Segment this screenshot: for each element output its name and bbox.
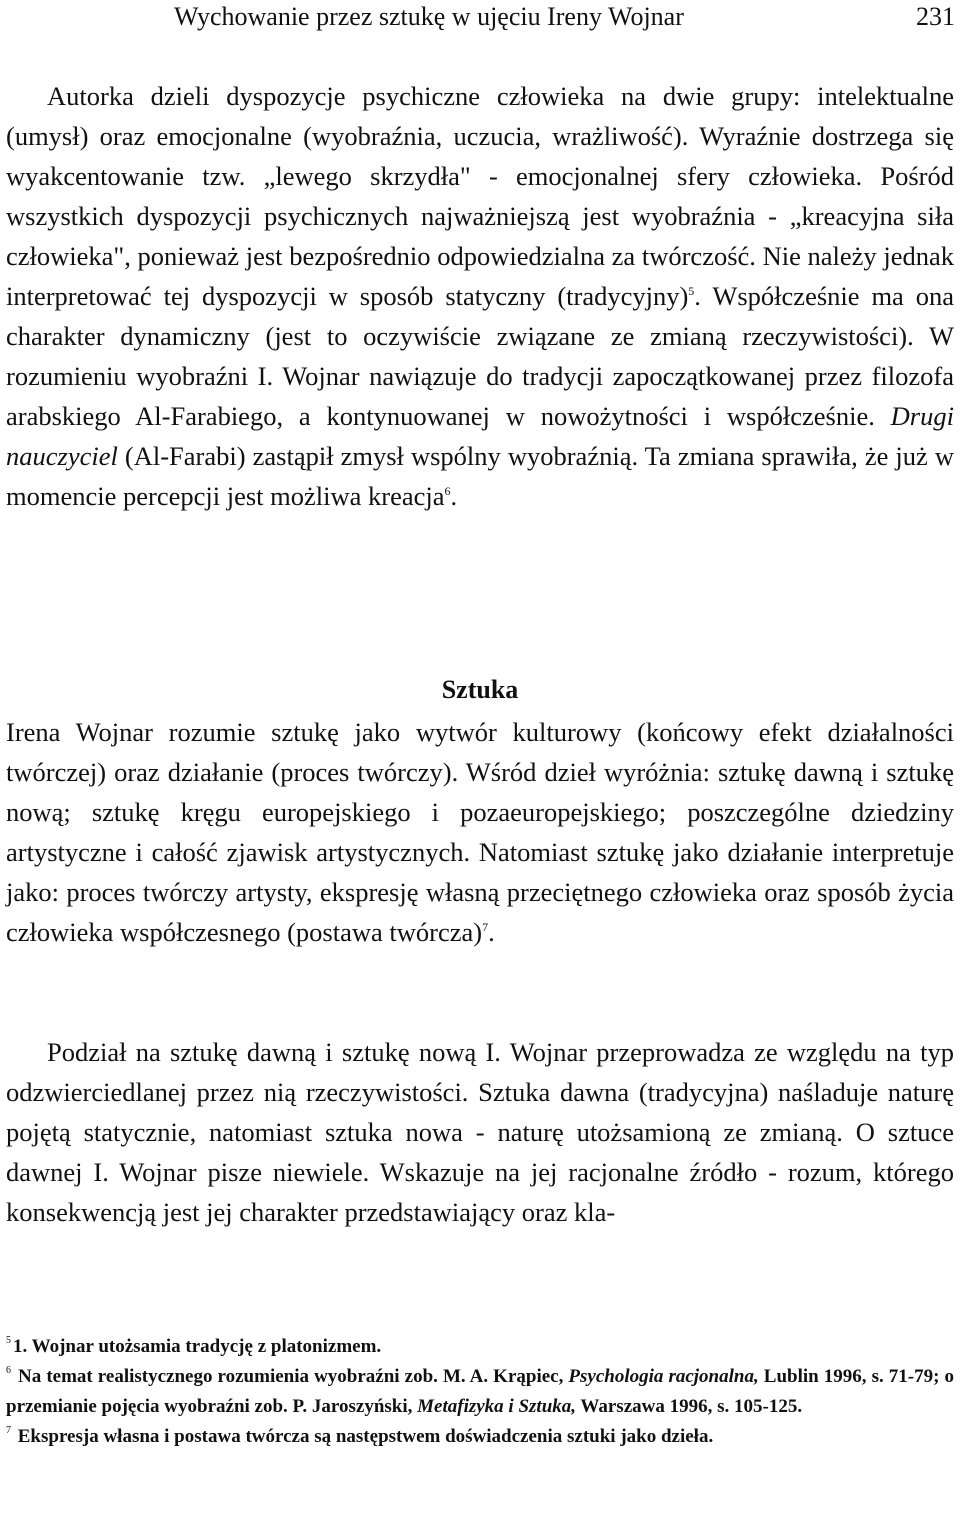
- running-header: [0, 0, 960, 34]
- footnote-text: Lublin 1996, s. 71-79; o przemianie pojęcia wyobraźni zob. P. Jaroszyński,: [6, 1366, 955, 1417]
- paragraph-text: . Współcześnie ma ona charakter dynamiczny (jest to oczywiście związane ze zmianą rzeczywistości). W rozumieniu wyobraźni I. Wojnar nawiązuje do tradycji zapoczątkowanej przez filozofa arabskiego Al-Farabiego, a kontynuowanej w nowożytności i współcześnie.: [6, 281, 954, 431]
- footnote-6: [6, 1362, 954, 1422]
- footnote-text: 1. Wojnar utożsamia tradycję z platonizmem.: [13, 1336, 382, 1357]
- footnote-7: [6, 1422, 954, 1452]
- footnote-text: Ekspresja własna i postawa twórcza są następstwem doświadczenia sztuki jako dzieła.: [13, 1426, 714, 1447]
- footnote-ref-7[interactable]: 7: [482, 920, 489, 934]
- paragraph-imagination: [6, 76, 954, 516]
- paragraph-old-new-art: Podział na sztukę dawną i sztukę nową I. Wojnar przeprowadza ze względu na typ odzwierciedlanej przez nią rzeczywistości. Sztuka dawna (tradycyjna) naśladuje naturę pojętą statycznie, natomiast sztuka nowa - naturę utożsamioną ze zmianą. O sztuce dawnej I. Wojnar pisze niewiele. Wskazuje na jej racjonalne źródło - rozum, którego konsekwencją jest jej charakter przedstawiający oraz kla-: [6, 1037, 954, 1227]
- paragraph-art-definition: [6, 712, 954, 952]
- footnote-text: Na temat realistycznego rozumienia wyobraźni zob. M. A. Krąpiec,: [13, 1366, 569, 1387]
- footnote-text: Warszawa 1996, s. 105-125.: [576, 1396, 803, 1417]
- footnote-mark: 6: [6, 1365, 11, 1376]
- footnote-mark: 5: [6, 1335, 11, 1346]
- citation-title: Psychologia racjonalna,: [568, 1366, 759, 1387]
- footnote-ref-5[interactable]: 5: [688, 284, 695, 298]
- citation-title: Metafizyka i Sztuka,: [417, 1396, 577, 1417]
- paragraph-text: .: [450, 481, 458, 511]
- paragraph-text: (Al-Farabi) zastąpił zmysł wspólny wyobraźnią. Ta zmiana sprawiła, że już w momencie percepcji jest możliwa kreacja: [6, 441, 954, 511]
- footnote-5: [6, 1332, 954, 1362]
- paragraph-text: Autorka dzieli dyspozycje psychiczne człowieka na dwie grupy: intelektualne (umysł) oraz emocjonalne (wyobraźnia, uczucia, wrażliwość). Wyraźnie dostrzega się wyakcentowanie tzw. „lewego skrzydła" - emocjonalnej sfery człowieka. Pośród wszystkich dyspozycji psychicznych najważniejszą jest wyobraźnia - „kreacyjna siła człowieka", ponieważ jest bezpośrednio odpowiedzialna za twórczość. Nie należy jednak interpretować tej dyspozycji w sposób statyczny (tradycyjny): [6, 81, 954, 311]
- paragraph-text: Irena Wojnar rozumie sztukę jako wytwór kulturowy (końcowy efekt działalności twórczej) oraz działanie (proces twórczy). Wśród dzieł wyróżnia: sztukę dawną i sztukę nową; sztukę kręgu europejskiego i pozaeuropejskiego; poszczególne dziedziny artystyczne i całość zjawisk artystycznych. Natomiast sztukę jako działanie interpretuje jako: proces twórczy artysty, ekspresję własną przeciętnego człowieka oraz sposób życia człowieka współczesnego (postawa twórcza): [6, 717, 954, 947]
- running-title: Wychowanie przez sztukę w ujęciu Ireny Wojnar: [174, 2, 684, 31]
- paragraph-text: .: [488, 917, 495, 947]
- page-number: 231: [916, 2, 955, 31]
- footnotes: [6, 1332, 954, 1452]
- italic-term: Drugi nauczyciel: [6, 401, 954, 471]
- section-heading: Sztuka: [441, 675, 519, 704]
- footnote-mark: 7: [6, 1425, 11, 1436]
- footnote-ref-6[interactable]: 6: [444, 484, 451, 498]
